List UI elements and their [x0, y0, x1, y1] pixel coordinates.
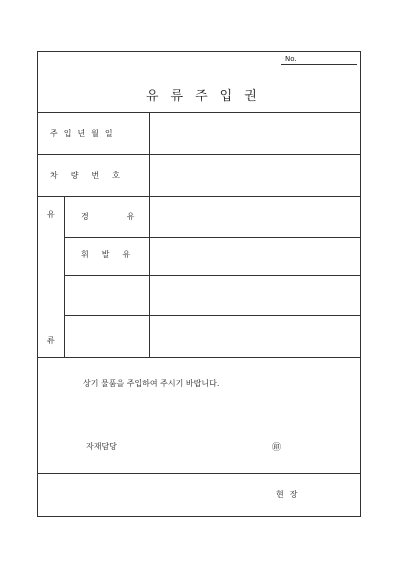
- number-label: No.: [285, 55, 297, 63]
- request-text: 상기 물품을 주입하여 주시기 바랍니다.: [83, 379, 220, 388]
- divider: [38, 473, 360, 474]
- number-underline: [281, 64, 357, 65]
- divider: [64, 275, 360, 276]
- divider: [38, 154, 360, 155]
- divider: [64, 315, 360, 316]
- diesel-label: 경유: [81, 212, 173, 221]
- seal-mark: ㊞: [272, 443, 282, 453]
- date-label: 주입년월일: [50, 129, 119, 138]
- vehicle-number-label: 차량번호: [50, 171, 133, 180]
- divider: [64, 237, 360, 238]
- divider: [38, 357, 360, 358]
- page-title: 유류주입권: [146, 89, 269, 104]
- divider: [38, 112, 360, 113]
- column-divider: [149, 112, 150, 357]
- gasoline-label: 휘발유: [81, 250, 144, 259]
- fuel-side-label-bottom: 류: [47, 336, 61, 345]
- fuel-side-label-top: 유: [47, 210, 61, 219]
- column-divider: [64, 196, 65, 357]
- manager-label: 자재담당: [86, 442, 117, 451]
- divider: [38, 196, 360, 197]
- fuel-coupon-form: [37, 51, 361, 517]
- site-label: 현장: [276, 490, 304, 499]
